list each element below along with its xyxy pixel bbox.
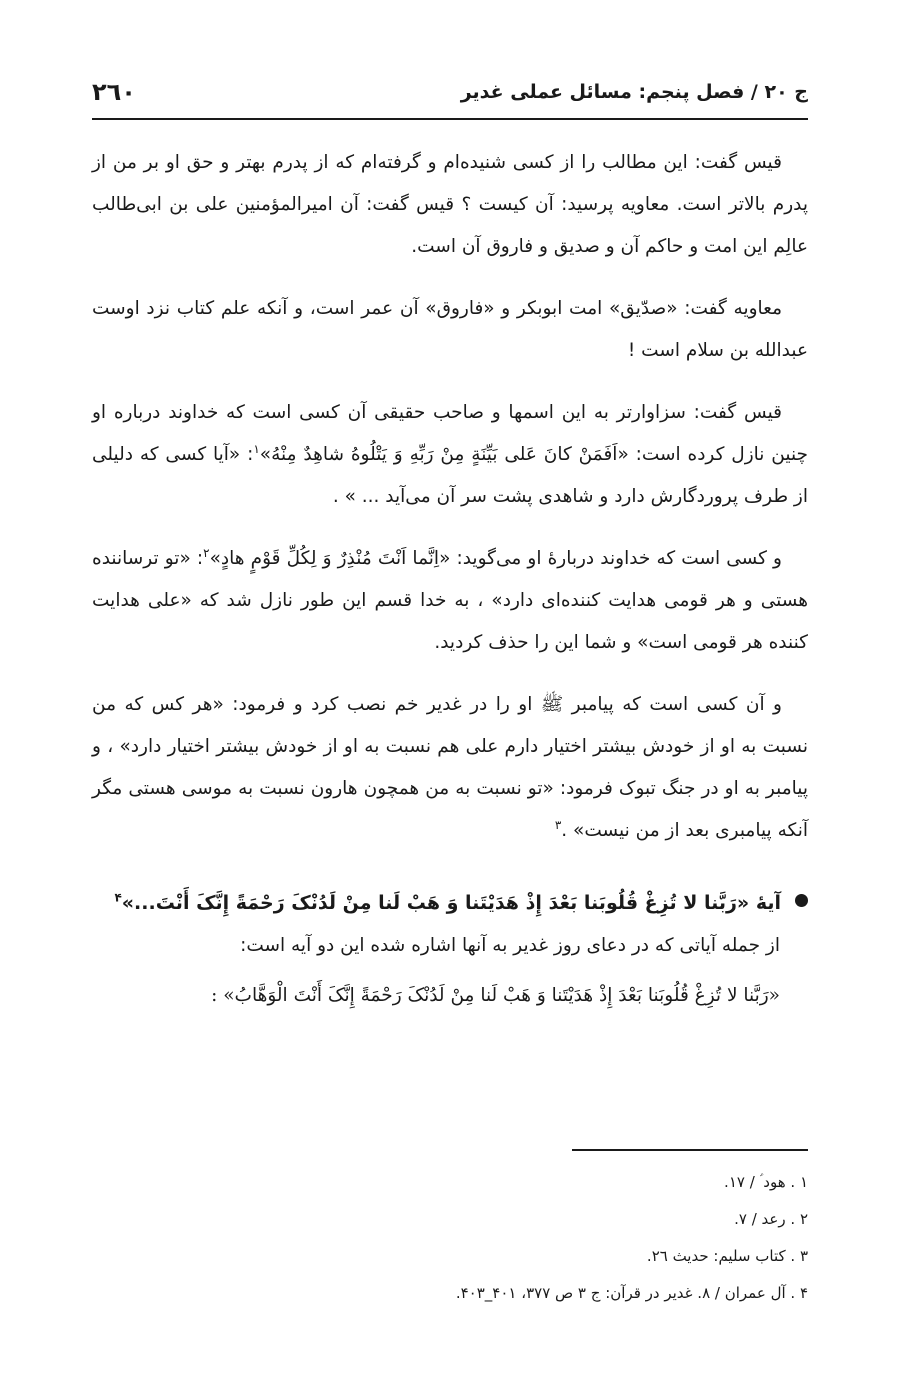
footnote-ref[interactable]: ۳ — [554, 817, 562, 832]
paragraph-text: قیس گفت: این مطالب را از کسی شنیده‌ام و گرفته‌ام که از پدرم بهتر و حق او بر من از پدرم بالاتر است. معاویه پرسید: آن کیست ؟ قیس گفت: آن امیرالمؤمنین علی بن ابی‌طالب عالِم این امت و حاکم آن و صدیق و فاروق آن است. — [92, 152, 808, 257]
paragraph-text: » — [209, 548, 221, 569]
paragraph-text: قیس گفت: سزاوارتر به این اسمها و صاحب حقیقی آن کسی است که خداوند درباره او چنین نازل کرده است: « — [92, 402, 808, 465]
running-title: ج ۲۰ / فصل پنجم: مسائل عملی غدیر — [460, 81, 808, 103]
footnote-item: ۳ . کتاب سلیم: حدیث ۲٦. — [646, 1247, 808, 1265]
footnote-item: ۲ . رعد / ۷. — [734, 1210, 808, 1228]
page-body — [92, 142, 808, 1018]
section-quote: «رَبَّنا لا تُزِغْ قُلُوبَنا بَعْدَ إِذْ هَدَیْتَنا وَ هَبْ لَنا مِنْ لَدُنْکَ رَحْمَةً إِنَّکَ أَنْتَ الْوَهَّابُ» : — [211, 985, 780, 1006]
footnote-ref[interactable]: ۲ — [203, 545, 210, 560]
paragraph-1 — [92, 142, 808, 268]
section-intro: از جمله آیاتی که در دعای روز غدیر به آنها اشاره شده این دو آیه است: — [240, 935, 780, 956]
paragraph-2 — [92, 288, 808, 372]
paragraph-text: : «تو ترساننده هستی و هر قومی هدایت کننده‌ای دارد» ، به خدا قسم این طور نازل شد که «علی هدایت کننده هر قومی است» و شما این را حذف کردید. — [92, 548, 808, 653]
footnote-divider — [572, 1149, 808, 1151]
header-divider — [92, 118, 808, 120]
book-page — [92, 0, 808, 1390]
paragraph-text: معاویه گفت: «صدّیق» امت ابوبکر و «فاروق» آن عمر است، و آنکه علم کتاب نزد اوست عبدالله بن سلام است ! — [92, 298, 808, 361]
paragraph-text: » — [259, 444, 272, 465]
paragraph-4 — [92, 538, 808, 664]
section-heading — [92, 882, 808, 924]
footnote-item: ۴ . آل عمران / ۸. غدیر در قرآن: ج ۳ ص ۳۷۷، ۴۰۱_۴۰۳. — [455, 1284, 808, 1302]
footnote-ref[interactable]: ۱ — [253, 441, 260, 456]
paragraph-text: و آن کسی است که پیامبر ﷺ او را در غدیر خم نصب کرد و فرمود: «هر کس که من نسبت به او از خودش بیشتر اختیار دارم علی هم نسبت به او از خودش بیشتر اختیار دارد» ، و پیامبر به او در جنگ تبوک فرمود: «تو نسبت به من همچون هارون نسبت به موسی هستی مگر آنکه پیامبری بعد از من نیست» . — [92, 694, 808, 841]
page-header — [92, 72, 808, 112]
footnotes — [92, 1164, 808, 1312]
quran-verse: اِنَّما اَنْتَ مُنْذِرٌ وَ لِکُلِّ قَوْمٍ هادٍ — [220, 548, 440, 569]
quran-verse: اَفَمَنْ کانَ عَلى بَیِّنَةٍ مِنْ رَبِّهِ وَ یَتْلُوهُ شاهِدٌ مِنْهُ — [271, 444, 618, 465]
paragraph-text: : «آیا کسی که دلیلی از طرف پروردگارش دارد و شاهدی پشت سر آن می‌آید ... » . — [92, 444, 808, 507]
paragraph-text: و کسی است که خداوند دربارهٔ او می‌گوید: « — [439, 548, 782, 569]
bullet-icon — [795, 894, 808, 907]
section-heading-text: آیهٔ «رَبَّنا لا تُزِغْ قُلُوبَنا بَعْدَ إِذْ هَدَیْتَنا وَ هَبْ لَنا مِنْ لَدُنْکَ رَحْمَةً إِنَّکَ أَنْتَ...» — [121, 892, 781, 914]
footnote-ref[interactable]: ۴ — [114, 890, 122, 905]
paragraph-3 — [92, 392, 808, 518]
page-number: ۲٦۰ — [92, 78, 136, 106]
footnote-item: ۱ . هود ؑ / ۱۷. — [724, 1173, 808, 1191]
paragraph-5 — [92, 684, 808, 852]
